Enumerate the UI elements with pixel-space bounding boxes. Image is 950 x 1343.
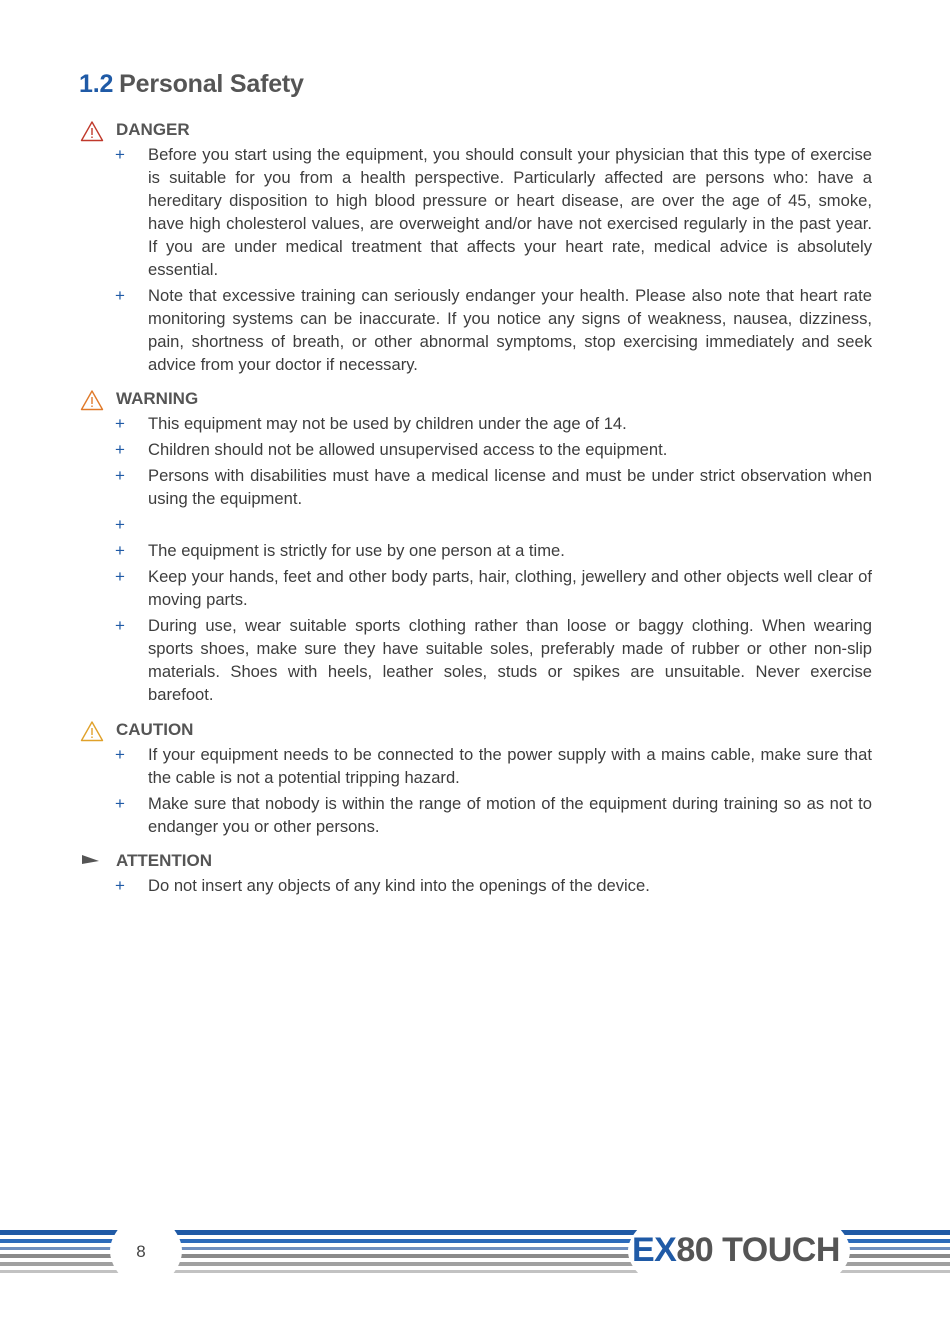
warning-header [80,388,872,412]
item-text: During use, wear suitable sports clothing rather than loose or baggy clothing. When wearing sports shoes, make sure they have suitable soles, preferably made of rubber or other non-slip materials. Shoes with heels, leather soles, studs or spikes are unsuitable. Never exercise barefoot. [148,616,872,704]
attention-header [80,850,872,874]
list-item [80,565,872,611]
plus-bullet-icon: + [115,466,125,485]
page-footer [0,1222,950,1282]
item-text: Note that excessive training can seriously endanger your health. Please also note that heart rate monitoring systems can be inaccurate. If you notice any signs of weakness, nausea, dizziness, pain, shortness of breath, or other abnormal symptoms, stop exercising immediately and seek advice from your doctor if necessary. [148,286,872,374]
danger-section [80,119,872,379]
warning-triangle-icon [80,720,104,742]
caution-section [80,719,872,841]
plus-bullet-icon: + [115,515,125,534]
warning-triangle-icon [80,120,104,142]
item-text: Before you start using the equipment, you should consult your physician that this type of exercise is suitable for you from a health perspective. Particularly affected are persons who: have a hereditary disposition to high blood pressure or heart disease, are over the age of 45, smoke, have high cholesterol values, are overweight and/or have not exercised regularly in the past year. If you are under medical treatment that affects your heart rate, medical advice is absolutely essential. [148,145,872,279]
list-item [80,743,872,789]
brand-model: 80 TOUCH [676,1231,840,1269]
plus-bullet-icon: + [115,541,125,560]
plus-bullet-icon: + [115,145,125,164]
item-text: Persons with disabilities must have a medical license and must be under strict observation when using the equipment. [148,466,872,508]
list-item [80,284,872,376]
plus-bullet-icon: + [115,616,125,635]
item-text: The equipment is strictly for use by one person at a time. [148,541,565,560]
section-title: Personal Safety [119,70,304,98]
plus-bullet-icon: + [115,567,125,586]
section-heading [79,70,304,99]
page-number: 8 [136,1242,146,1261]
list-item [80,539,872,562]
list-item [80,513,872,536]
caution-header [80,719,872,743]
danger-title: DANGER [116,120,190,139]
attention-title: ATTENTION [116,851,213,870]
list-item [80,438,872,461]
item-text [148,513,872,536]
list-item [80,143,872,281]
item-text: If your equipment needs to be connected to the power supply with a mains cable, make sure that the cable is not a potential tripping hazard. [148,745,872,787]
danger-header [80,119,872,143]
brand-logo [632,1231,840,1270]
plus-bullet-icon: + [115,414,125,433]
arrow-pointer-icon [80,851,104,873]
list-item [80,792,872,838]
list-item [80,464,872,510]
item-text: Keep your hands, feet and other body parts, hair, clothing, jewellery and other objects well clear of moving parts. [148,567,872,609]
item-text: Children should not be allowed unsupervised access to the equipment. [148,440,668,459]
item-text: This equipment may not be used by children under the age of 14. [148,414,627,433]
section-number: 1.2 [79,70,114,98]
list-item [80,874,872,897]
caution-title: CAUTION [116,720,194,739]
item-text: Do not insert any objects of any kind into the openings of the device. [148,876,650,895]
plus-bullet-icon: + [115,745,125,764]
item-text: Make sure that nobody is within the range of motion of the equipment during training so as not to endanger you or other persons. [148,794,872,836]
attention-section [80,850,872,900]
plus-bullet-icon: + [115,794,125,813]
warning-triangle-icon [80,389,104,411]
list-item [80,412,872,435]
plus-bullet-icon: + [115,876,125,895]
list-item [80,614,872,706]
plus-bullet-icon: + [115,286,125,305]
warning-section [80,388,872,709]
brand-ex: EX [632,1231,677,1269]
plus-bullet-icon: + [115,440,125,459]
warning-title: WARNING [116,389,199,408]
